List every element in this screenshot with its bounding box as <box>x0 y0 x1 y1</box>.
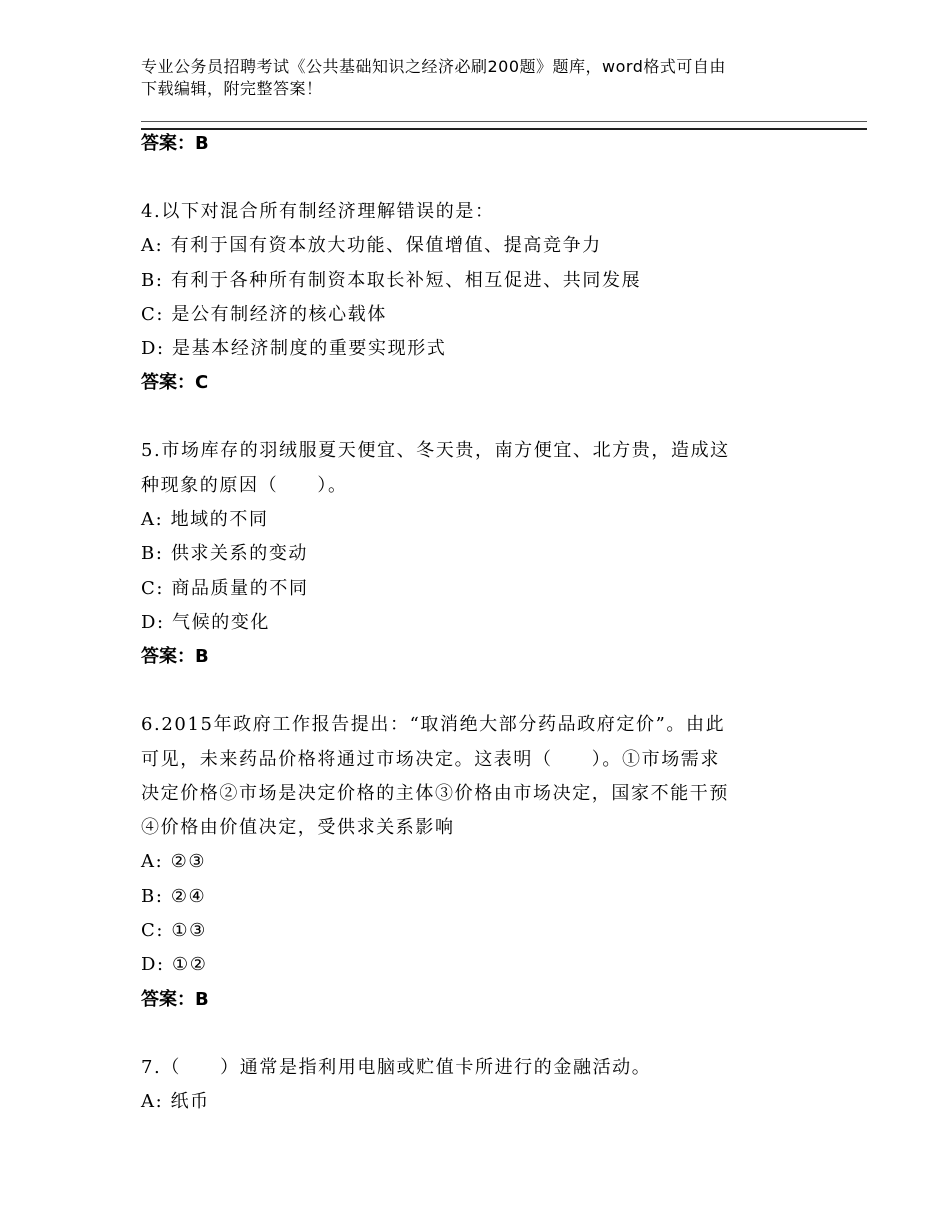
option-a: A: 地域的不同 <box>141 509 269 531</box>
question-stem-line-4: ④价格由价值决定，受供求关系影响 <box>141 817 455 839</box>
answer-q3: 答案：B <box>141 133 209 154</box>
header-line-1: 专业公务员招聘考试《公共基础知识之经济必刷200题》题库，word格式可自由 <box>141 57 726 76</box>
question-stem-line-1: 6.2015年政府工作报告提出：“取消绝大部分药品政府定价”。由此 <box>141 714 726 736</box>
question-7 <box>141 1051 801 1120</box>
spacer <box>141 1017 801 1051</box>
spacer <box>141 674 801 708</box>
question-stem: 4.以下对混合所有制经济理解错误的是： <box>141 201 495 222</box>
question-6 <box>141 708 801 1016</box>
option-a: A: 纸币 <box>141 1090 210 1112</box>
question-4 <box>141 195 801 400</box>
option-b: B: 有利于各种所有制资本取长补短、相互促进、共同发展 <box>141 269 642 291</box>
option-b: B: ②④ <box>141 885 207 907</box>
question-content <box>141 127 801 1119</box>
option-b: B: 供求关系的变动 <box>141 543 309 565</box>
header-line-2: 下载编辑，附完整答案！ <box>141 79 323 98</box>
question-stem: 7.（ ）通常是指利用电脑或贮值卡所进行的金融活动。 <box>141 1056 652 1078</box>
question-5 <box>141 434 801 674</box>
question-stem-line-2: 种现象的原因（ ）。 <box>141 474 348 496</box>
option-d: D: 气候的变化 <box>141 611 271 633</box>
document-header <box>141 56 821 100</box>
answer: 答案：C <box>141 372 209 394</box>
option-c: C: ①③ <box>141 920 207 942</box>
option-a: A: ②③ <box>141 851 207 873</box>
spacer <box>141 161 801 195</box>
question-stem-line-1: 5.市场库存的羽绒服夏天便宜、冬天贵，南方便宜、北方贵，造成这 <box>141 440 730 462</box>
option-c: C: 商品质量的不同 <box>141 577 309 599</box>
question-stem-line-2: 可见，未来药品价格将通过市场决定。这表明（ ）。①市场需求 <box>141 748 720 770</box>
option-d: D: 是基本经济制度的重要实现形式 <box>141 338 447 360</box>
answer: 答案：B <box>141 646 209 668</box>
option-d: D: ①② <box>141 954 208 976</box>
option-c: C: 是公有制经济的核心载体 <box>141 303 387 325</box>
spacer <box>141 400 801 434</box>
answer: 答案：B <box>141 988 209 1010</box>
question-stem-line-3: 决定价格②市场是决定价格的主体③价格由市场决定，国家不能干预 <box>141 782 729 804</box>
option-a: A: 有利于国有资本放大功能、保值增值、提高竞争力 <box>141 235 602 257</box>
